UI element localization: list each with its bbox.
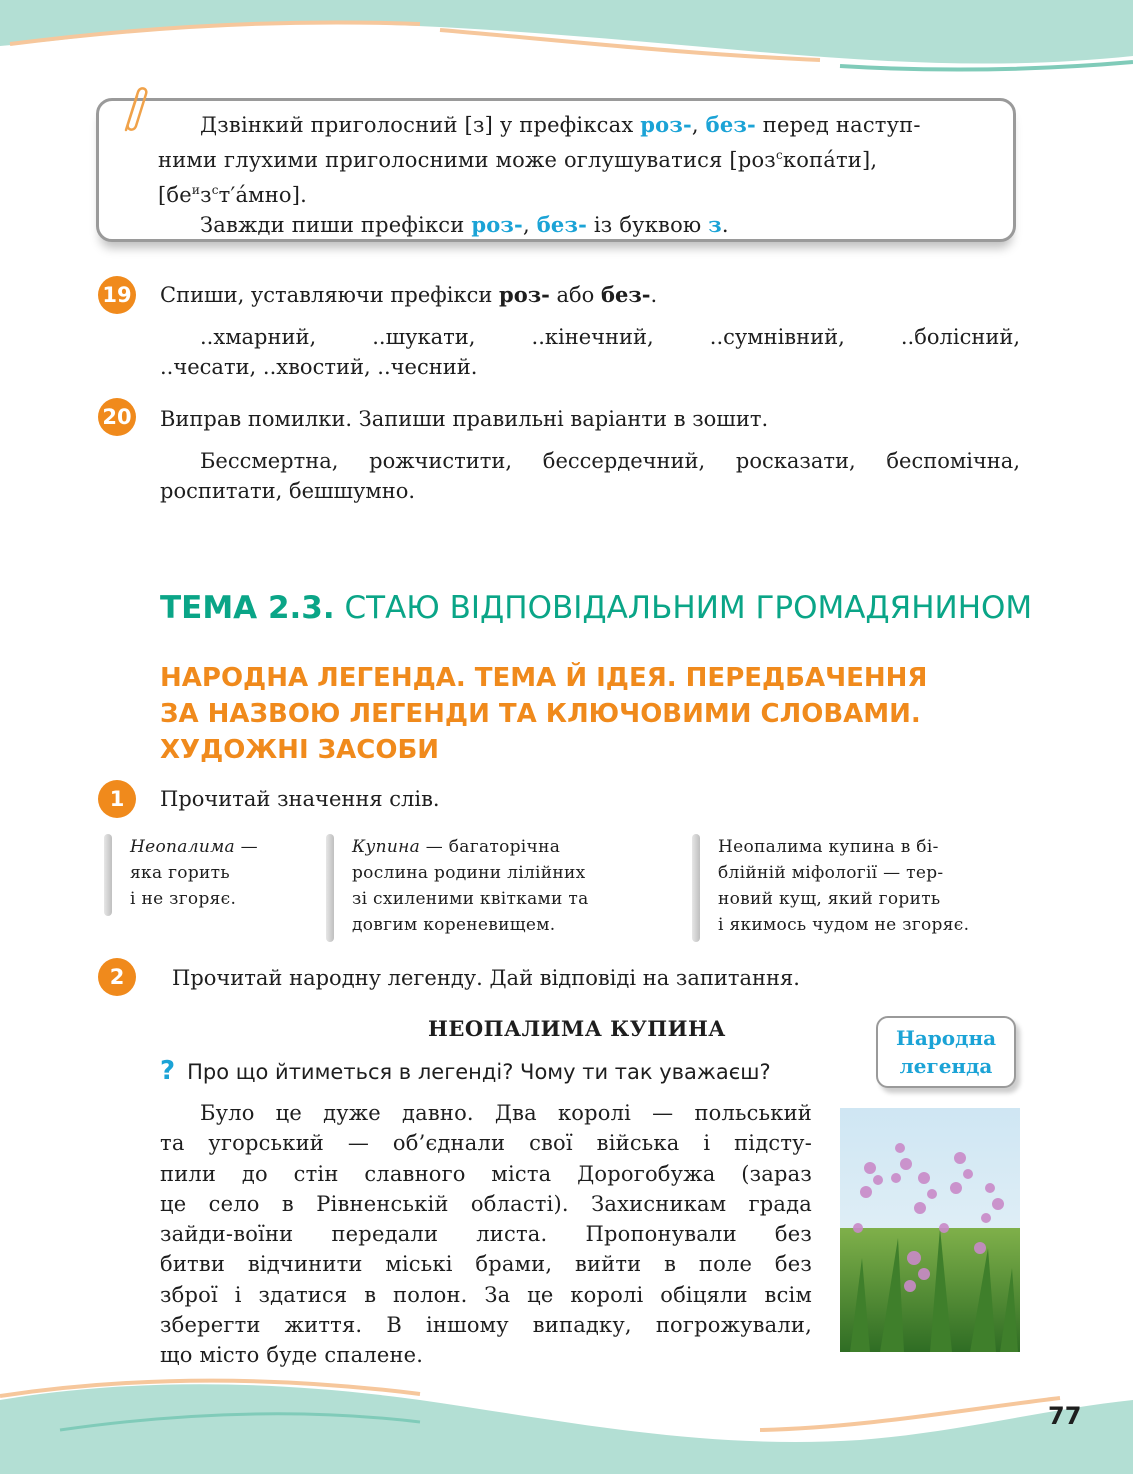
genre-badge: Народна легенда xyxy=(876,1016,1016,1088)
task-1-number: 1 xyxy=(98,780,136,818)
rule-line-4: Завжди пиши префікси роз-, без- із буквою з. xyxy=(200,212,729,237)
exercise-19-text xyxy=(160,322,1020,382)
exercise-20-task: Виправ помилки. Запиши правильні варіанти в зошит. xyxy=(160,407,769,431)
task-1-text: Прочитай значення слів. xyxy=(160,787,440,811)
task-2-number: 2 xyxy=(98,958,136,996)
ex19-line-2: ..чесати, ..хвостий, ..чесний. xyxy=(160,355,478,379)
ex19-line-1: ..хмарний, ..шукати, ..кінечний, ..сумнівний, ..болісний, xyxy=(200,325,1020,349)
exercise-20-number: 20 xyxy=(98,398,136,436)
task-2-text: Прочитай народну легенду. Дай відповіді на запитання. xyxy=(172,966,800,990)
ex20-line-2: роспитати, бешшумно. xyxy=(160,479,416,503)
rule-line-2: ними глухими приголосними може оглушуватися [роз$^с$копа́ти], xyxy=(158,148,878,172)
legend-story: Було це дуже давно. Два королі — польський та угорський — об’єднали свої війська і підсту- пили до стін славного міста Дорогобужа (зараз це село в Рівненській області). Захисникам града зайди-воїни передали листа. Пропонували без битви відчинити міські брами, вийти в поле без зброї і здатися в полон. За це королі обіцяли всім зберегти життя. В іншому випадку, погрожували, що місто буде спалене. xyxy=(160,1101,812,1368)
ex20-line-1: Бессмертна, рожчистити, бессердечний, росказати, беспомічна, xyxy=(200,449,1020,473)
rule-line-1: Дзвінкий приголосний [з] у префіксах роз-, без- перед наступ- xyxy=(200,112,921,137)
prefix-bez: без- xyxy=(705,112,756,137)
plant-photo xyxy=(840,1108,1020,1352)
exercise-19-task: Спиши, уставляючи префікси роз- або без-. xyxy=(160,282,658,307)
top-wave-decoration xyxy=(0,0,1133,80)
page-number: 77 xyxy=(1048,1402,1082,1430)
definition-1: Неопалима — яка горить і не згоряє. xyxy=(130,837,258,909)
pre-reading-question: ? Про що йтиметься в легенді? Чому ти так уважаєш? xyxy=(160,1056,771,1086)
rule-text xyxy=(158,110,1018,240)
question-icon: ? xyxy=(160,1056,176,1086)
definition-1-bar xyxy=(104,834,112,916)
definition-3-bar xyxy=(692,834,700,942)
theme-heading: ТЕМА 2.3. СТАЮ ВІДПОВІДАЛЬНИМ ГРОМАДЯНИНОМ xyxy=(160,590,1033,626)
bottom-wave-decoration xyxy=(0,1370,1133,1474)
definition-2: Купина — багаторічна рослина родини лілійних зі схиленими квітками та довгим кореневищем. xyxy=(352,837,589,935)
legend-title: НЕОПАЛИМА КУПИНА xyxy=(428,1016,726,1041)
lesson-subtitle: НАРОДНА ЛЕГЕНДА. ТЕМА Й ІДЕЯ. ПЕРЕДБАЧЕННЯ ЗА НАЗВОЮ ЛЕГЕНДИ ТА КЛЮЧОВИМИ СЛОВАМИ. ХУДОЖНІ ЗАСОБИ xyxy=(160,663,928,765)
exercise-20-text xyxy=(160,446,1020,506)
rule-line-3: $[бе^из^ст'а́мно]$. xyxy=(158,183,308,207)
exercise-19-number: 19 xyxy=(98,276,136,314)
paperclip-icon xyxy=(116,80,150,136)
definition-3: Неопалима купина в бі- блійній міфології — тер- новий кущ, який горить і якимось чудом не згоряє. xyxy=(718,837,970,935)
prefix-roz: роз- xyxy=(640,112,692,137)
definition-2-bar xyxy=(326,834,334,942)
